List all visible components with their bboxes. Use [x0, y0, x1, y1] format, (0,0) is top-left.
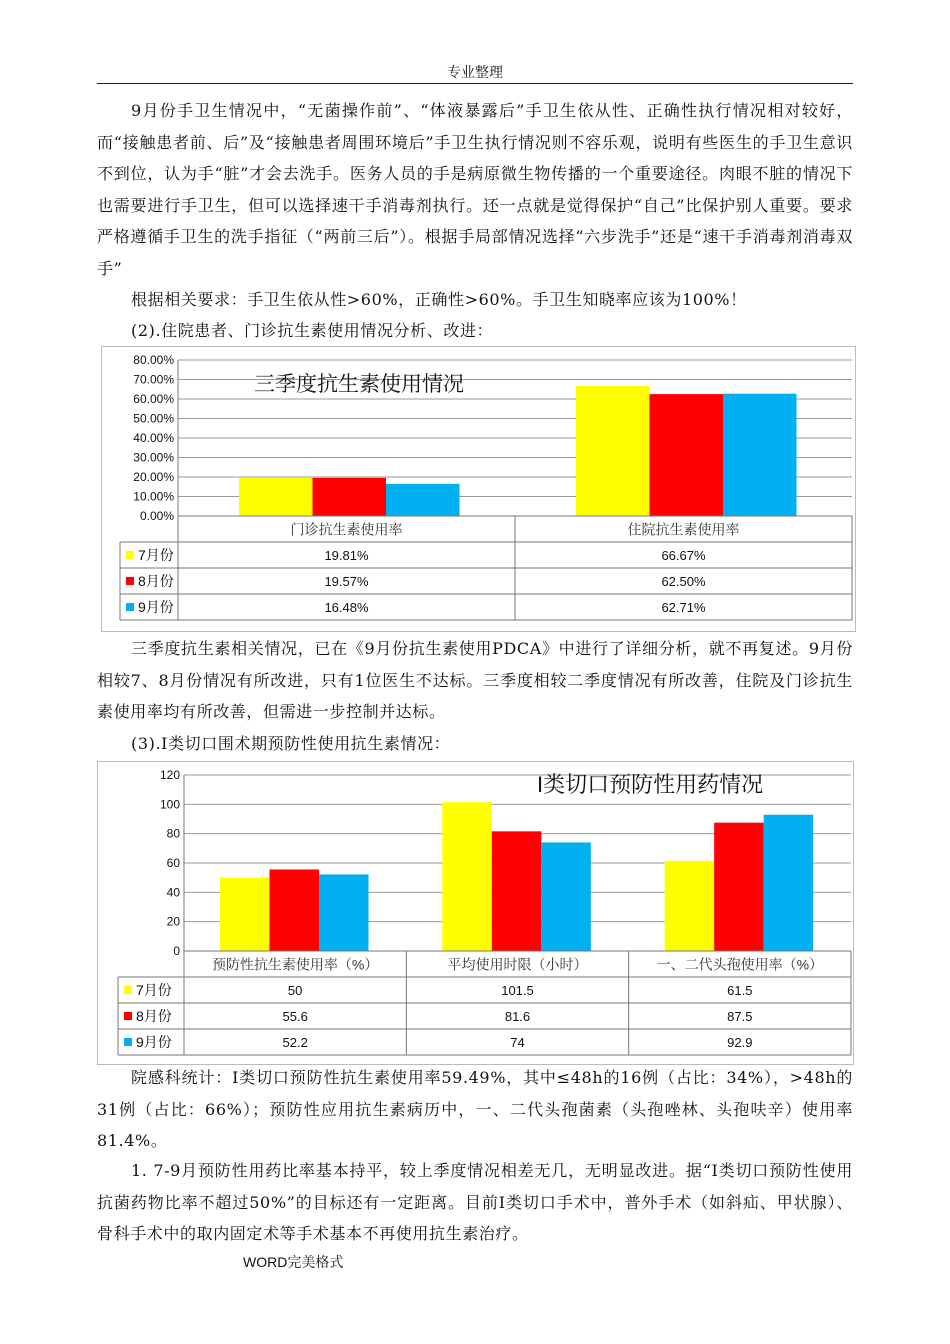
bar-7-month-cat-0: [239, 477, 313, 516]
bar-7-month-cat-2: [665, 861, 715, 951]
data-table-cell: 55.6: [282, 1009, 308, 1025]
legend-label: 8月份: [138, 573, 174, 590]
category-label: 预防性抗生素使用率（%）: [211, 956, 379, 973]
legend-swatch: [126, 577, 134, 585]
bar-8-month-cat-1: [492, 831, 542, 951]
section-heading-incision: (3).I类切口围术期预防性使用抗生素情况：: [131, 734, 451, 753]
data-table-cell: 52.2: [282, 1035, 308, 1051]
chart-antibiotic-usage: [101, 346, 856, 632]
bar-7-month-cat-1: [442, 802, 492, 951]
data-table-cell: 61.5: [727, 983, 753, 999]
paragraph-conclusion-1: 1. 7-9月预防性用药比率基本持平，较上季度情况相差无几，无明显改进。据“I类切口预防性使用抗菌药物比率不超过50%”的目标还有一定距离。目前I类切口手术中，普外手术（如斜疝、甲状腺）、骨科手术中的取内固定术等手术基本不再使用抗生素治疗。: [97, 1161, 853, 1243]
header-divider: [97, 83, 853, 84]
data-table-cell: 19.81%: [324, 548, 369, 564]
legend-label: 7月份: [138, 547, 174, 564]
bar-9-month-cat-1: [723, 394, 797, 516]
bar-8-month-cat-0: [313, 478, 387, 516]
chart-title: I类切口预防性用药情况: [537, 772, 764, 797]
data-table-cell: 66.67%: [661, 548, 706, 564]
section-heading-antibiotics: (2).住院患者、门诊抗生素使用情况分析、改进：: [131, 321, 494, 340]
y-tick-label: 30.00%: [133, 450, 174, 465]
y-tick-label: 60.00%: [133, 392, 174, 406]
y-tick-label: 0: [173, 944, 180, 958]
y-tick-label: 70.00%: [133, 372, 174, 387]
legend-swatch: [126, 551, 134, 559]
legend-swatch: [124, 986, 132, 994]
chart-incision-prophylaxis: [97, 761, 854, 1065]
legend-swatch: [126, 603, 134, 611]
legend-label: 7月份: [136, 982, 172, 999]
paragraph-infection-stats: 院感科统计：I类切口预防性抗生素使用率59.49%，其中≤48h的16例（占比：34%），>48h的31例（占比：66%）；预防性应用抗生素病历中，一、二代头孢菌素（头孢唑林、头孢呋辛）使用率81.4%。: [97, 1068, 853, 1150]
data-table-cell: 87.5: [727, 1009, 753, 1025]
legend-label: 9月份: [138, 599, 174, 616]
data-table-cell: 101.5: [501, 983, 534, 999]
y-tick-label: 20.00%: [133, 470, 174, 484]
chart-title: 三季度抗生素使用情况: [254, 373, 464, 396]
bar-9-month-cat-1: [541, 842, 591, 951]
bar-9-month-cat-2: [764, 815, 814, 951]
page-header-title: 专业整理: [447, 64, 503, 80]
data-table-cell: 74: [510, 1035, 525, 1051]
y-tick-label: 50.00%: [133, 411, 174, 426]
data-table-cell: 62.50%: [661, 574, 706, 590]
bar-9-month-cat-0: [386, 484, 460, 516]
bar-7-month-cat-1: [576, 386, 650, 516]
y-tick-label: 100: [159, 797, 180, 812]
bar-8-month-cat-0: [270, 869, 320, 951]
category-label: 门诊抗生素使用率: [290, 521, 403, 538]
y-tick-label: 40: [166, 885, 180, 900]
category-label: 平均使用时限（小时）: [447, 956, 588, 973]
legend-label: 9月份: [136, 1034, 172, 1051]
y-tick-label: 60: [166, 856, 180, 870]
y-tick-label: 80: [166, 826, 180, 841]
bar-8-month-cat-2: [714, 823, 764, 951]
data-table-cell: 50: [287, 983, 303, 999]
legend-swatch: [124, 1012, 132, 1020]
data-table-cell: 81.6: [504, 1009, 531, 1025]
category-label: 一、二代头孢使用率（%）: [656, 956, 824, 973]
y-tick-label: 80.00%: [133, 353, 174, 367]
data-table-cell: 16.48%: [324, 600, 369, 616]
chart-incision-prophylaxis-svg: [98, 762, 853, 1064]
legend-swatch: [124, 1038, 132, 1046]
paragraph-requirements: 根据相关要求：手卫生依从性>60%，正确性>60%。手卫生知晓率应该为100%！: [131, 290, 747, 309]
y-tick-label: 120: [159, 768, 180, 782]
data-table-cell: 19.57%: [324, 574, 369, 590]
y-tick-label: 0.00%: [139, 509, 174, 523]
y-tick-label: 20: [166, 914, 180, 929]
y-tick-label: 40.00%: [133, 431, 174, 445]
bar-8-month-cat-1: [650, 394, 724, 516]
bar-7-month-cat-0: [220, 878, 270, 951]
bar-9-month-cat-0: [319, 874, 369, 951]
data-table-cell: 92.9: [727, 1035, 753, 1051]
chart-antibiotic-usage-svg: [102, 347, 855, 631]
paragraph-antibiotic-summary: 三季度抗生素相关情况，已在《9月份抗生素使用PDCA》中进行了详细分析，就不再复述。9月份相较7、8月份情况有所改进，只有1位医生不达标。三季度相较二季度情况有所改善，住院及门诊抗生素使用率均有所改善，但需进一步控制并达标。: [97, 639, 853, 721]
category-label: 住院抗生素使用率: [627, 521, 740, 538]
y-tick-label: 10.00%: [133, 489, 174, 504]
page-footer: WORD完美格式: [243, 1254, 344, 1270]
legend-label: 8月份: [136, 1008, 172, 1025]
paragraph-hand-hygiene: 9月份手卫生情况中，“无菌操作前”、“体液暴露后”手卫生依从性、正确性执行情况相对较好，而“接触患者前、后”及“接触患者周围环境后”手卫生执行情况则不容乐观，说明有些医生的手卫生意识不到位，认为手“脏”才会去洗手。医务人员的手是病原微生物传播的一个重要途径。肉眼不脏的情况下也需要进行手卫生，但可以选择速干手消毒剂执行。还一点就是觉得保护“自己”比保护别人重要。要求严格遵循手卫生的洗手指征（“两前三后”）。根据手局部情况选择“六步洗手”还是“速干手消毒剂消毒双手”: [97, 101, 853, 278]
data-table-cell: 62.71%: [661, 600, 706, 616]
